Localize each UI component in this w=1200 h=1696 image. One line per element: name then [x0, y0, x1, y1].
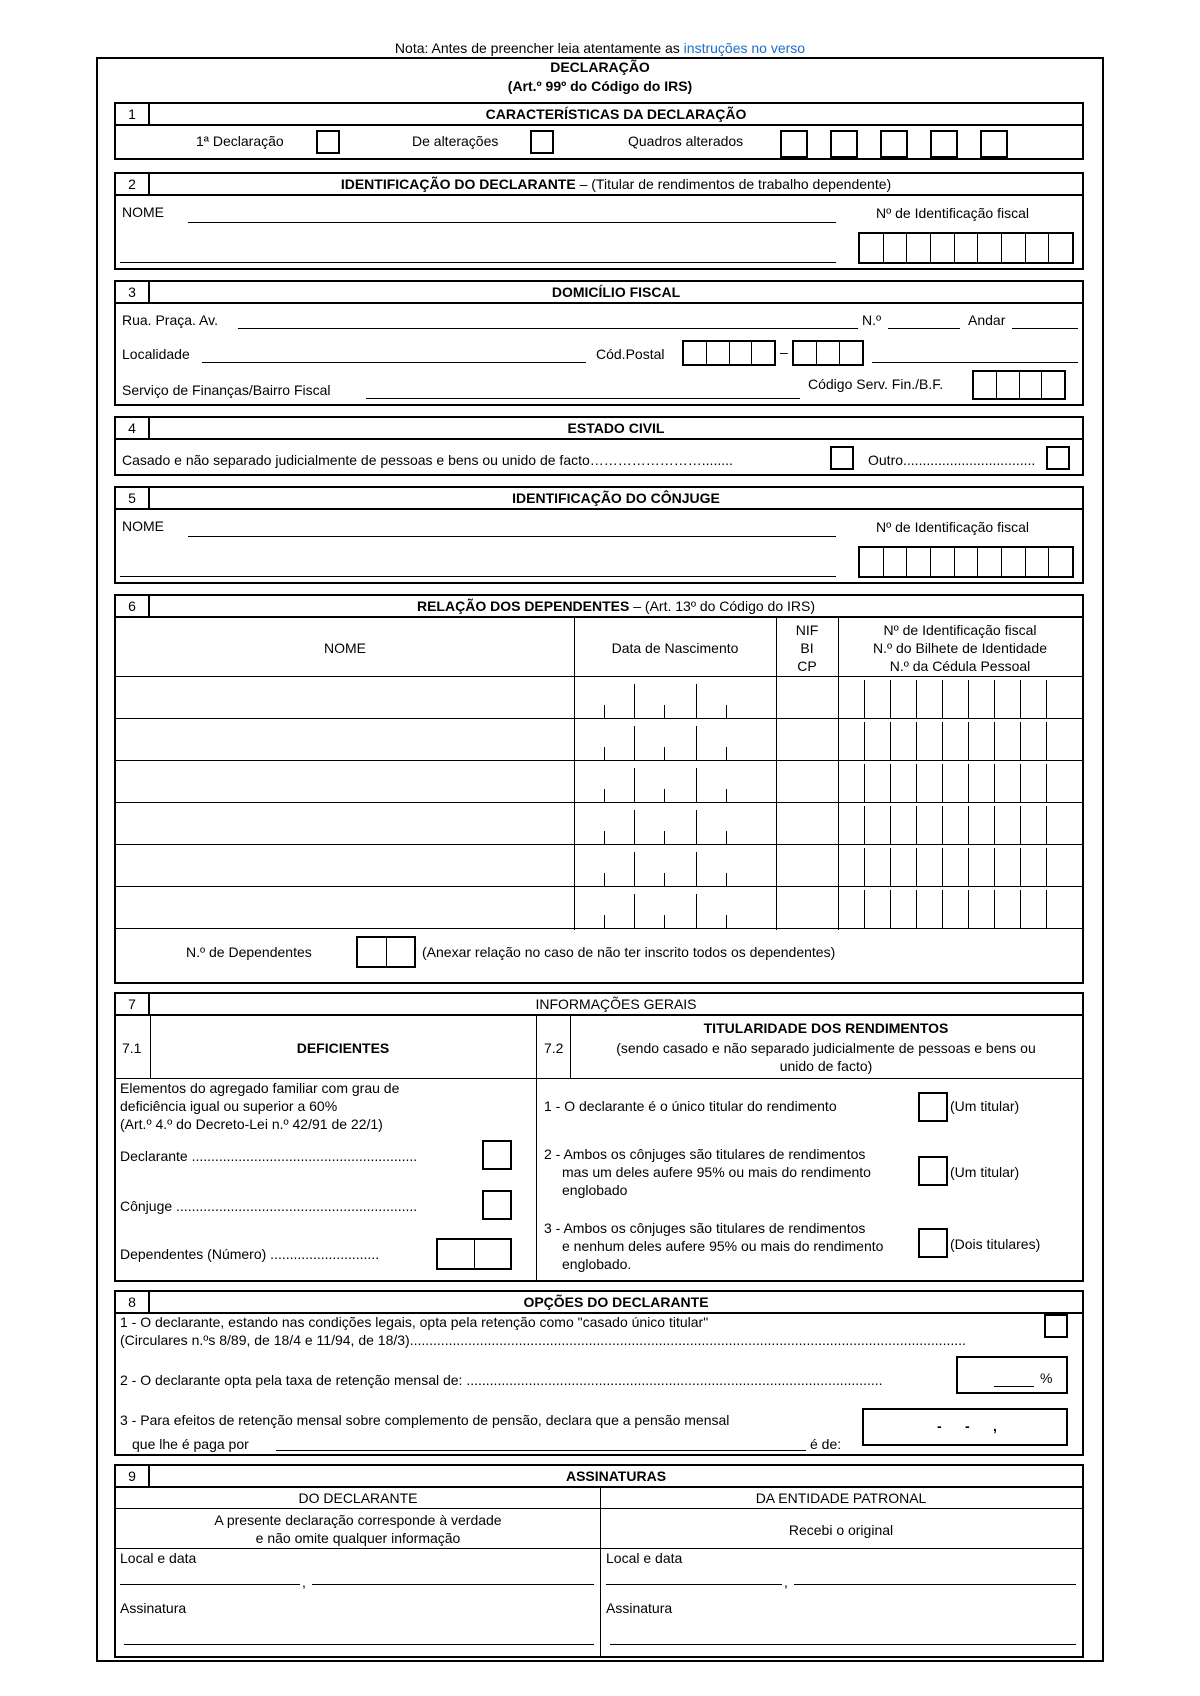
disabled-elements-text: deficiência igual ou superior a 60%: [120, 1098, 338, 1114]
first-declaration-checkbox[interactable]: [316, 130, 340, 154]
nif-cells[interactable]: [858, 232, 1074, 264]
section-9: [114, 1464, 1084, 1658]
form-title: DECLARAÇÃO: [550, 59, 650, 75]
section-5: [114, 486, 1084, 584]
two-holders-checkbox[interactable]: [918, 1228, 948, 1258]
disabled-dependents-cells[interactable]: [436, 1238, 512, 1270]
comma-separator: ,: [302, 1574, 306, 1590]
percent-sign: %: [1040, 1370, 1053, 1386]
dependent-row[interactable]: [116, 718, 1082, 760]
section-7: [114, 992, 1084, 1282]
section-4: [114, 416, 1084, 476]
one-holder-95-label: 2 - Ambos os cônjuges são titulares de rendimentos: [544, 1146, 866, 1162]
section-number: 3: [116, 282, 150, 302]
employer-signature-line[interactable]: [610, 1644, 1076, 1645]
altered-table-box[interactable]: [980, 130, 1008, 158]
declarant-signature-line[interactable]: [124, 1644, 594, 1645]
pension-amount-label: é de:: [810, 1436, 842, 1452]
one-holder-95-label: mas um deles aufere 95% ou mais do rendimento: [562, 1164, 871, 1180]
altered-table-box[interactable]: [930, 130, 958, 158]
changes-checkbox[interactable]: [530, 130, 554, 154]
dependents-count-label: N.º de Dependentes: [186, 944, 312, 960]
income-ownership-title: TITULARIDADE DOS RENDIMENTOS: [703, 1020, 949, 1036]
section-number: 1: [116, 104, 150, 124]
married-checkbox[interactable]: [830, 446, 854, 470]
section-2: [114, 172, 1084, 270]
pension-text: 3 - Para efeitos de retenção mensal sobre complemento de pensão, declara que a pensão mensal: [120, 1412, 730, 1428]
disabled-spouse-label: Cônjuge ..............................................................: [120, 1198, 418, 1214]
floor-input-line[interactable]: [1012, 328, 1078, 329]
id-type-header-nif: NIF: [795, 622, 819, 638]
floor-label: Andar: [968, 312, 1006, 328]
dependent-row[interactable]: [116, 802, 1082, 844]
dependent-row[interactable]: [116, 760, 1082, 802]
altered-table-box[interactable]: [780, 130, 808, 158]
street-label: Rua. Praça. Av.: [122, 312, 218, 328]
name-label: NOME: [122, 204, 164, 220]
id-number-header-nif: Nº de Identificação fiscal: [883, 622, 1037, 638]
number-label: N.º: [862, 312, 882, 328]
declarant-signature-label: Assinatura: [120, 1600, 187, 1616]
one-holder-95-checkbox[interactable]: [918, 1156, 948, 1186]
number-input-line[interactable]: [888, 328, 960, 329]
one-holder-95-tag: (Um titular): [950, 1164, 1020, 1180]
section-title: RELAÇÃO DOS DEPENDENTES: [416, 598, 630, 614]
employer-place-input-line[interactable]: [606, 1584, 782, 1585]
employer-date-input-line[interactable]: [794, 1584, 1076, 1585]
section-title: CARACTERÍSTICAS DA DECLARAÇÃO: [485, 106, 747, 122]
tax-office-code-label: Código Serv. Fin./B.F.: [808, 376, 944, 392]
postal-code-label: Cód.Postal: [596, 346, 665, 362]
subsection-7-1-number: 7.1: [122, 1040, 142, 1056]
dependent-row[interactable]: [116, 676, 1082, 718]
disabled-elements-text: Elementos do agregado familiar com grau de: [120, 1080, 400, 1096]
section-title: IDENTIFICAÇÃO DO CÔNJUGE: [512, 490, 720, 506]
disabled-spouse-checkbox[interactable]: [482, 1190, 512, 1220]
spouse-nif-cells[interactable]: [858, 546, 1074, 578]
section-number: 2: [116, 174, 150, 194]
id-number-header-bi: N.º do Bilhete de Identidade: [872, 640, 1047, 656]
single-holder-option-text: (Circulares n.ºs 8/89, de 18/4 e 11/94, de 18/3)...............................................................................................................................................: [120, 1332, 966, 1348]
section-1: [114, 102, 1084, 160]
declarant-place-date-label: Local e data: [120, 1550, 197, 1566]
employer-signature-header: DA ENTIDADE PATRONAL: [755, 1490, 927, 1506]
pension-amount-field[interactable]: [862, 1408, 1068, 1446]
id-type-header-bi: BI: [800, 640, 814, 656]
employer-signature-label: Assinatura: [606, 1600, 673, 1616]
section-title: OPÇÕES DO DECLARANTE: [523, 1294, 709, 1310]
disabled-declarant-checkbox[interactable]: [482, 1140, 512, 1170]
income-ownership-subtitle-2: unido de facto): [779, 1058, 873, 1074]
dependent-row[interactable]: [116, 886, 1082, 928]
two-holders-label: 3 - Ambos os cônjuges são titulares de rendimentos: [544, 1220, 866, 1236]
instructions-note: [0, 40, 1200, 56]
withholding-rate-field[interactable]: [956, 1356, 1068, 1394]
spouse-name-label: NOME: [122, 518, 164, 534]
section-3: [114, 280, 1084, 406]
altered-table-box[interactable]: [830, 130, 858, 158]
first-declaration-label: 1ª Declaração: [196, 133, 284, 149]
postal-locality-input-line[interactable]: [872, 362, 1078, 363]
attach-note: (Anexar relação no caso de não ter inscrito todos os dependentes): [422, 944, 836, 960]
section-title: DOMICÍLIO FISCAL: [551, 284, 681, 300]
dependents-name-header: NOME: [324, 640, 366, 656]
section-number: 7: [116, 994, 150, 1014]
section-6: [114, 594, 1084, 984]
pension-amount-separators: - - ,: [937, 1418, 997, 1434]
disabled-title: DEFICIENTES: [296, 1040, 390, 1056]
altered-tables-label: Quadros alterados: [628, 133, 744, 149]
other-status-label: Outro..................................: [868, 452, 1036, 468]
one-holder-95-label: englobado: [562, 1182, 628, 1198]
single-holder-option-checkbox[interactable]: [1044, 1314, 1068, 1338]
employer-place-date-label: Local e data: [606, 1550, 683, 1566]
name-input-line[interactable]: [188, 222, 836, 223]
note-text: Nota: Antes de preencher leia atentamente as: [394, 40, 680, 56]
id-type-header-cp: CP: [797, 658, 817, 674]
name-input-line-2[interactable]: [120, 262, 836, 263]
two-holders-label: englobado.: [562, 1256, 632, 1272]
received-original-text: Recebi o original: [788, 1522, 894, 1538]
nif-label: Nº de Identificação fiscal: [876, 205, 1029, 221]
spouse-name-input-line[interactable]: [188, 536, 836, 537]
disabled-elements-text: (Art.º 4.º do Decreto-Lei n.º 42/91 de 22/1): [120, 1116, 383, 1132]
section-number: 8: [116, 1292, 150, 1312]
tax-office-code-cells[interactable]: [972, 370, 1066, 400]
section-8: [114, 1290, 1084, 1456]
tax-office-input-line[interactable]: [366, 398, 800, 399]
single-holder-tag: (Um titular): [950, 1098, 1020, 1114]
section-title-note: – (Art. 13º do Código do IRS): [629, 598, 815, 614]
section-number: 9: [116, 1466, 150, 1486]
declarant-place-input-line[interactable]: [120, 1584, 300, 1585]
subsection-7-2-number: 7.2: [544, 1040, 564, 1056]
section-title: INFORMAÇÕES GERAIS: [535, 996, 697, 1012]
birth-date-header: Data de Nascimento: [611, 640, 739, 656]
section-number: 6: [116, 596, 150, 616]
declarant-date-input-line[interactable]: [312, 1584, 594, 1585]
pension-payer-input-line[interactable]: [276, 1450, 806, 1451]
dependent-row[interactable]: [116, 844, 1082, 886]
postal-dash: –: [780, 344, 788, 360]
instructions-link[interactable]: instruções no verso: [683, 40, 806, 56]
section-title: ESTADO CIVIL: [567, 420, 665, 436]
section-title: IDENTIFICAÇÃO DO DECLARANTE: [340, 176, 576, 192]
disabled-declarant-label: Declarante ..........................................................: [120, 1148, 418, 1164]
dependents-count-cells[interactable]: [356, 936, 416, 968]
altered-table-box[interactable]: [880, 130, 908, 158]
disabled-dependents-label: Dependentes (Número) ............................: [120, 1246, 380, 1262]
changes-label: De alterações: [412, 133, 499, 149]
other-status-checkbox[interactable]: [1046, 446, 1070, 470]
single-holder-checkbox[interactable]: [918, 1092, 948, 1122]
section-number: 4: [116, 418, 150, 438]
income-ownership-subtitle: (sendo casado e não separado judicialmente de pessoas e bens ou: [616, 1040, 1036, 1056]
declarant-signature-header: DO DECLARANTE: [298, 1490, 418, 1506]
postal-code-suffix-cells[interactable]: [792, 340, 864, 366]
single-holder-label: 1 - O declarante é o único titular do rendimento: [544, 1098, 837, 1114]
section-title-note: – (Titular de rendimentos de trabalho dependente): [575, 176, 892, 192]
single-holder-option-text: 1 - O declarante, estando nas condições legais, opta pela retenção como "casado único titular": [120, 1314, 709, 1330]
truth-statement: e não omite qualquer informação: [255, 1530, 461, 1546]
pension-text: que lhe é paga por: [132, 1436, 249, 1452]
two-holders-tag: (Dois titulares): [950, 1236, 1041, 1252]
spouse-nif-label: Nº de Identificação fiscal: [876, 519, 1029, 535]
form-subtitle: (Art.º 99º do Código do IRS): [507, 78, 693, 94]
locality-input-line[interactable]: [202, 362, 586, 363]
street-input-line[interactable]: [238, 328, 858, 329]
spouse-name-input-line-2[interactable]: [120, 576, 836, 577]
locality-label: Localidade: [122, 346, 190, 362]
comma-separator: ,: [784, 1574, 788, 1590]
married-label: Casado e não separado judicialmente de pessoas e bens ou unido de facto……………………........: [122, 452, 733, 468]
two-holders-label: e nenhum deles aufere 95% ou mais do rendimento: [562, 1238, 884, 1254]
section-number: 5: [116, 488, 150, 508]
section-title: ASSINATURAS: [565, 1468, 667, 1484]
id-number-header-cp: N.º da Cédula Pessoal: [889, 658, 1031, 674]
tax-office-label: Serviço de Finanças/Bairro Fiscal: [122, 382, 331, 398]
truth-statement: A presente declaração corresponde à verdade: [214, 1512, 502, 1528]
withholding-rate-label: 2 - O declarante opta pela taxa de retenção mensal de: ...........................................................................................................: [120, 1372, 883, 1388]
postal-code-cells[interactable]: [682, 340, 776, 366]
